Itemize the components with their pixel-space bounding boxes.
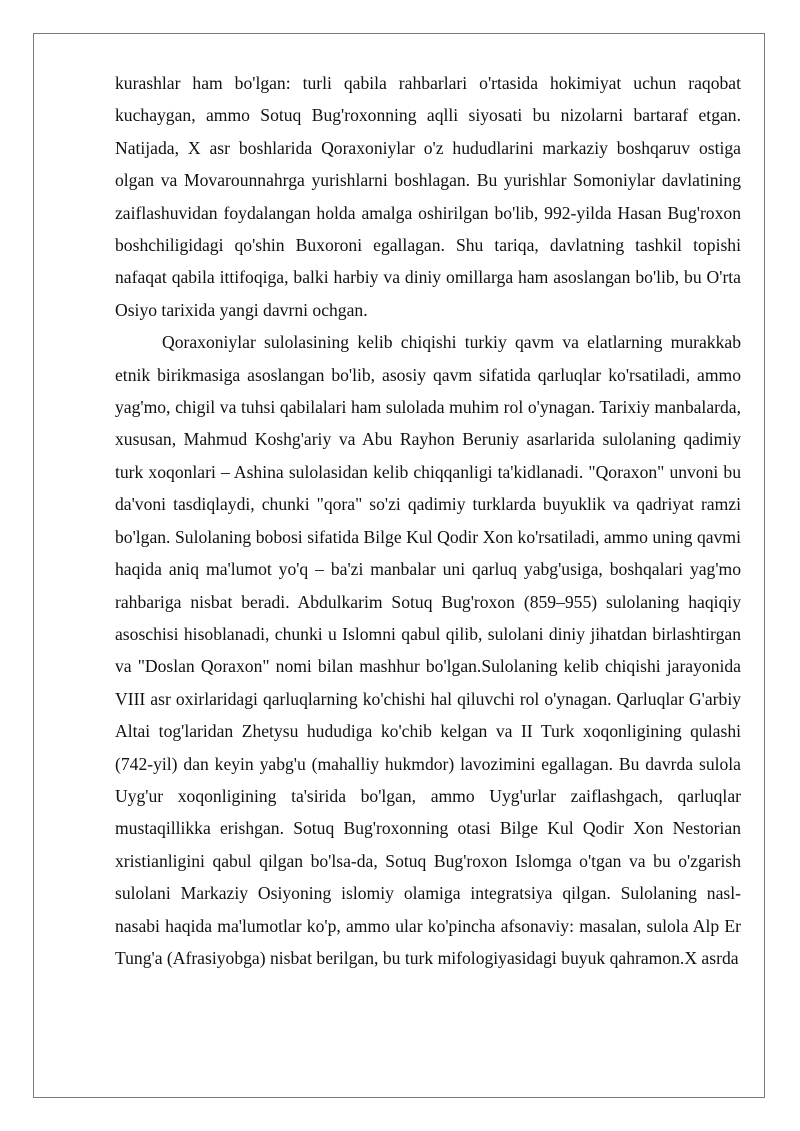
paragraph-2: Qoraxoniylar sulolasining kelib chiqishi turkiy qavm va elatlarning murakkab etnik birikmasiga asoslangan bo'lib, asosiy qavm sifatida qarluqlar ko'rsatiladi, ammo yag'mo, chigil va tuhsi qabilalari ham sulolada muhim rol o'ynagan. Tarixiy manbalarda, xususan, Mahmud Koshg'ariy va Abu Rayhon Beruniy asarlarida sulolaning qadimiy turk xoqonlari – Ashina sulolasidan kelib chiqqanligi ta'kidlanadi. "Qoraxon" unvoni bu da'voni tasdiqlaydi, chunki "qora" so'zi qadimiy turklarda buyuklik va qadriyat ramzi bo'lgan. Sulolaning bobosi sifatida Bilge Kul Qodir Xon ko'rsatiladi, ammo uning qavmi haqida aniq ma'lumot yo'q – ba'zi manbalar uni qarluq yabg'usiga, boshqalari yag'mo rahbariga nisbat beradi. Abdulkarim Sotuq Bug'roxon (859–955) sulolaning haqiqiy asoschisi hisoblanadi, chunki u Islomni qabul qilib, sulolani diniy jihatdan birlashtirgan va "Doslan Qoraxon" nomi bilan mashhur bo'lgan.Sulolaning kelib chiqishi jarayonida VIII asr oxirlaridagi qarluqlarning ko'chishi hal qiluvchi rol o'ynagan. Qarluqlar G'arbiy Altai tog'laridan Zhetysu hududiga ko'chib kelgan va II Turk xoqonligining qulashi (742-yil) dan keyin yabg'u (mahalliy hukmdor) lavozimini egallagan. Bu davrda sulola Uyg'ur xoqonligining ta'sirida bo'lgan, ammo Uyg'urlar zaiflashgach, qarluqlar mustaqillikka erishgan. Sotuq Bug'roxonning otasi Bilge Kul Qodir Xon Nestorian xristianligini qabul qilgan bo'lsa-da, Sotuq Bug'roxon Islomga o'tgan va bu o'zgarish sulolani Markaziy Osiyoning islomiy olamiga integratsiya qilgan. Sulolaning nasl-nasabi haqida ma'lumotlar ko'p, ammo ular ko'pincha afsonaviy: masalan, sulola Alp Er Tung'a (Afrasiyobga) nisbat berilgan, bu turk mifologiyasidagi buyuk qahramon.X asrda <box>115 332 741 968</box>
document-body <box>115 67 741 974</box>
paragraph-1: kurashlar ham bo'lgan: turli qabila rahbarlari o'rtasida hokimiyat uchun raqobat kuchaygan, ammo Sotuq Bug'roxonning aqlli siyosati bu nizolarni bartaraf etgan. Natijada, X asr boshlarida Qoraxoniylar o'z hududlarini markaziy boshqaruv ostiga olgan va Movarounnahrga yurishlarni boshlagan. Bu yurishlar Somoniylar davlatining zaiflashuvidan foydalangan holda amalga oshirilgan bo'lib, 992-yilda Hasan Bug'roxon boshchiligidagi qo'shin Buxoroni egallagan. Shu tariqa, davlatning tashkil topishi nafaqat qabila ittifoqiga, balki harbiy va diniy omillarga ham asoslangan bo'lib, bu O'rta Osiyo tarixida yangi davrni ochgan. <box>115 73 741 320</box>
